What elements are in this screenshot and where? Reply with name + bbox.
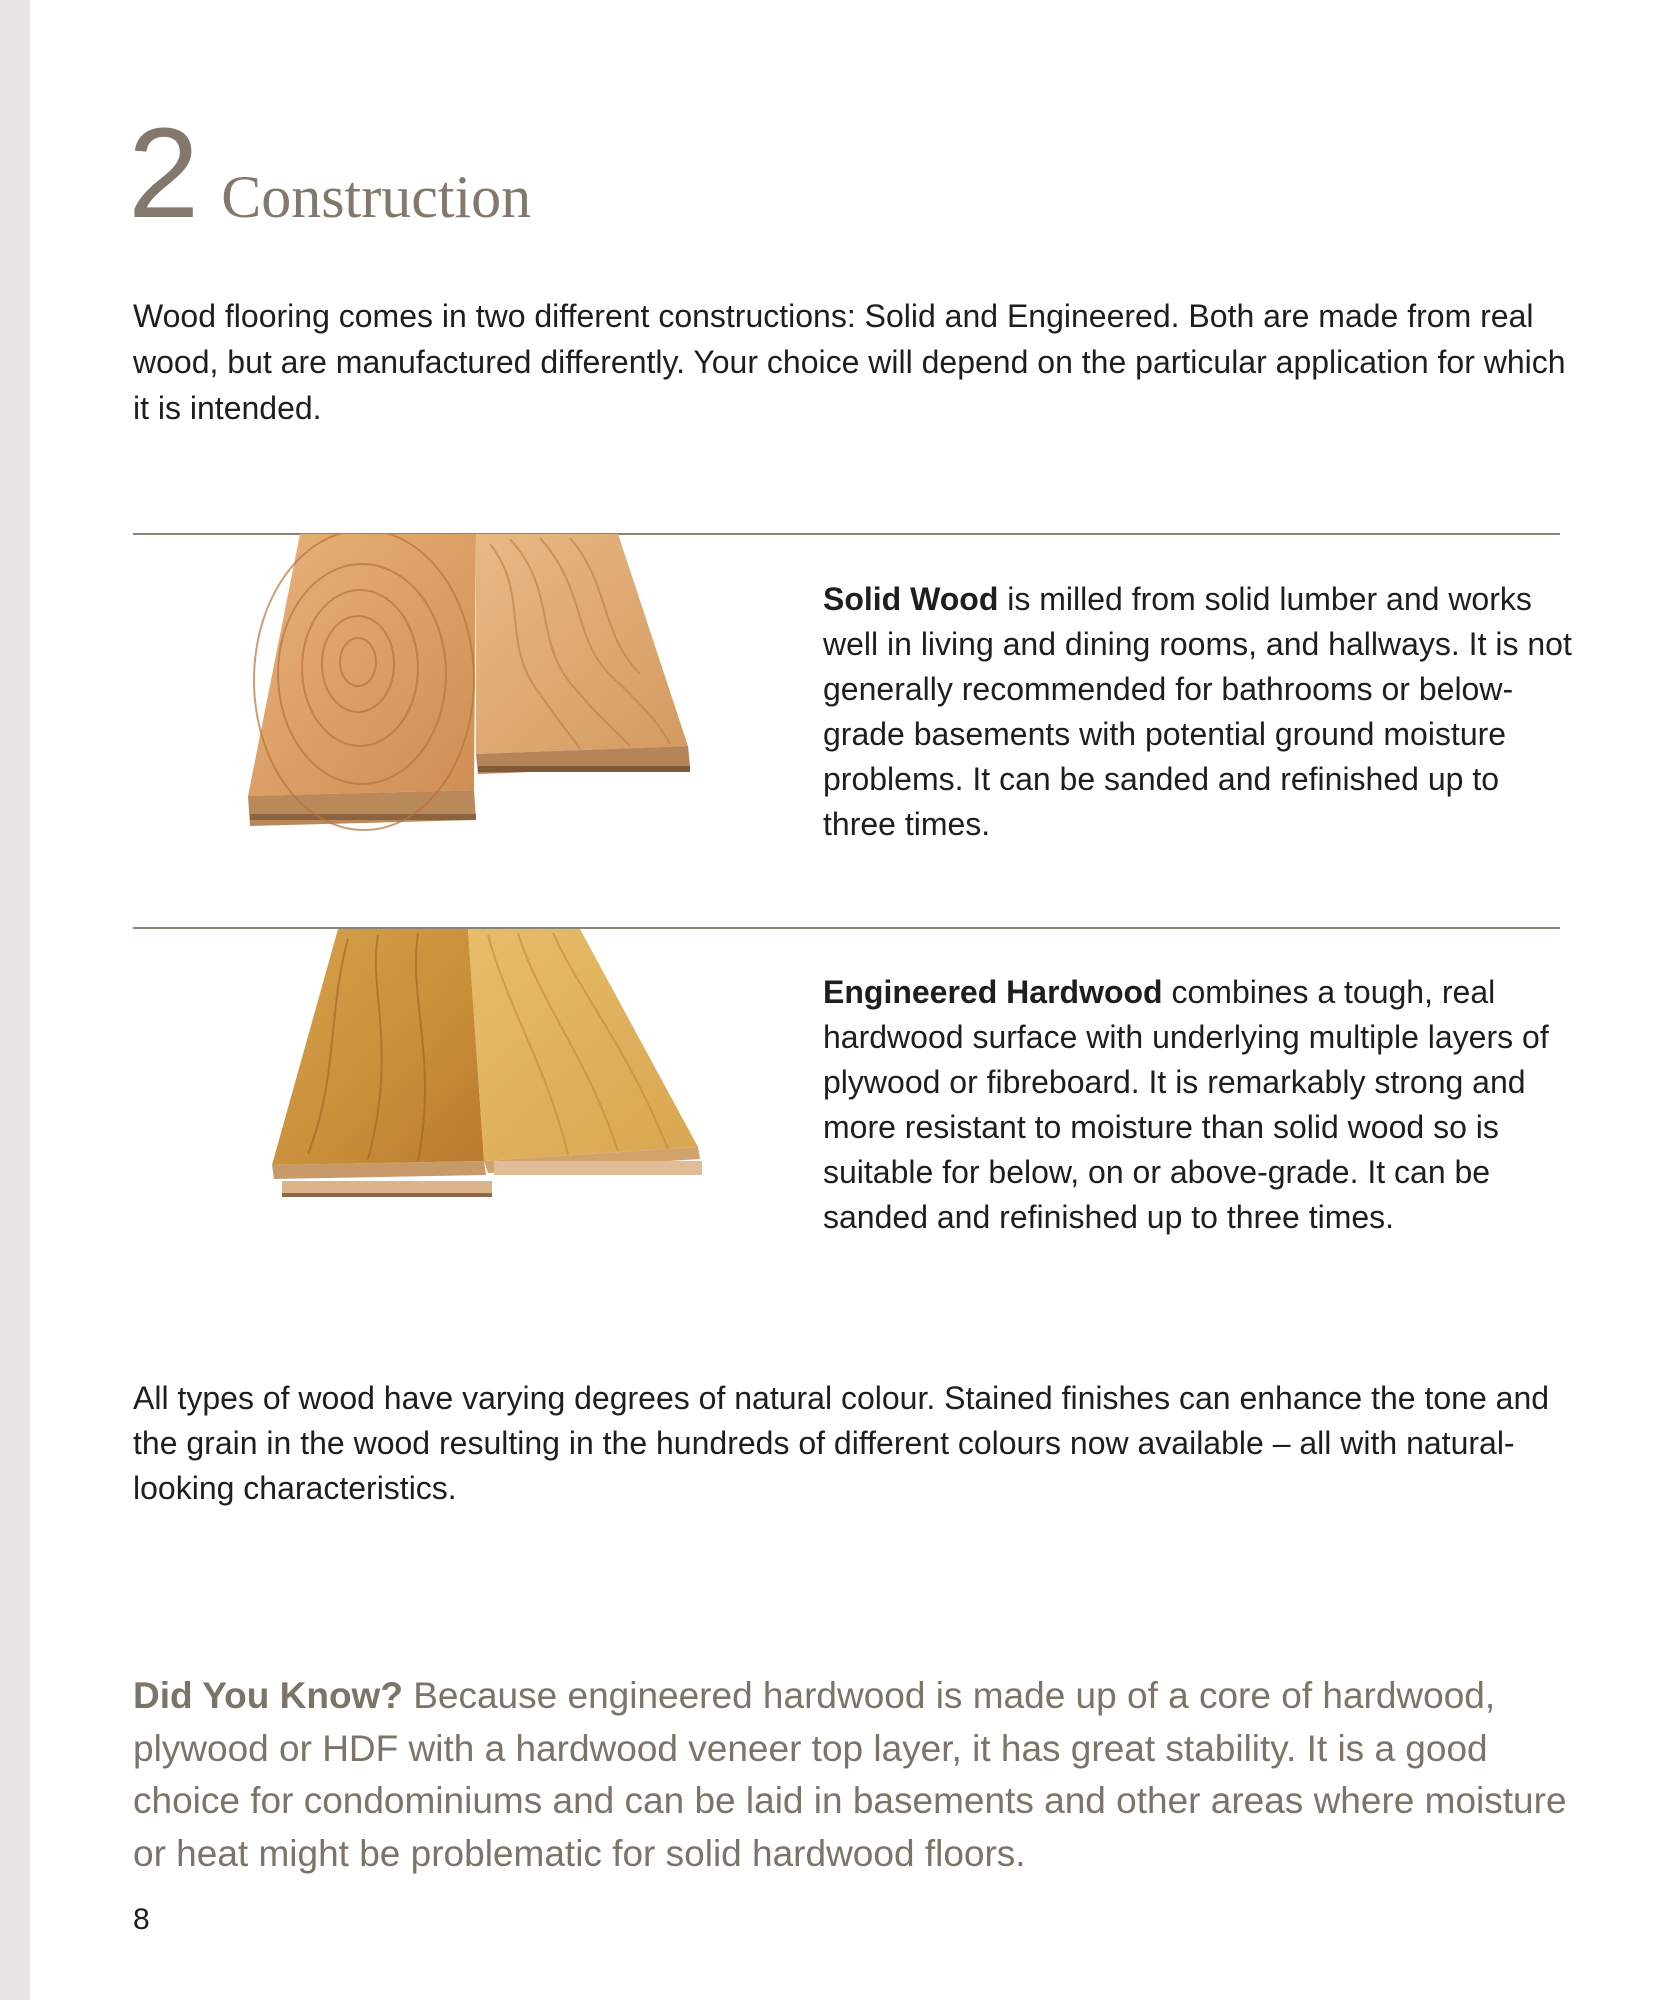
engineered-hardwood-planks-image xyxy=(268,929,708,1204)
solid-wood-heading: Solid Wood xyxy=(823,581,999,617)
did-you-know-label: Did You Know? xyxy=(133,1675,403,1716)
page-number: 8 xyxy=(133,1903,150,1936)
did-you-know-text: Because engineered hardwood is made up of a core of hardwood, plywood or HDF with a hardwood veneer top layer, it has great stability. It is a good choice for condominiums and can be laid in basements and other areas where moisture or heat might be problematic for solid hardwood floors. xyxy=(133,1675,1567,1874)
engineered-hardwood-text: combines a tough, real hardwood surface with underlying multiple layers of plywood or fibreboard. It is remarkably strong and more resistant to moisture than solid wood so is suitable for below, on or above-grade. It can be sanded and refinished up to three times. xyxy=(823,974,1549,1235)
chapter-title: Construction xyxy=(221,164,532,230)
solid-wood-planks-image xyxy=(240,534,700,834)
chapter-number: 2 xyxy=(128,102,200,245)
engineered-hardwood-description xyxy=(823,970,1573,1240)
chapter-heading xyxy=(128,102,532,245)
closing-paragraph: All types of wood have varying degrees of natural colour. Stained finishes can enhance the tone and the grain in the wood resulting in the hundreds of different colours now available – all with natural-looking characteristics. xyxy=(133,1380,1550,1506)
solid-wood-description xyxy=(823,577,1573,847)
page-spine xyxy=(0,0,30,2000)
engineered-hardwood-heading: Engineered Hardwood xyxy=(823,974,1163,1010)
did-you-know-callout xyxy=(133,1670,1573,1880)
intro-paragraph: Wood flooring comes in two different constructions: Solid and Engineered. Both are made from real wood, but are manufactured differently. Your choice will depend on the particular application for which it is intended. xyxy=(133,298,1566,426)
solid-wood-text: is milled from solid lumber and works well in living and dining rooms, and hallways. It is not generally recommended for bathrooms or below-grade basements with potential ground moisture problems. It can be sanded and refinished up to three times. xyxy=(823,581,1572,842)
